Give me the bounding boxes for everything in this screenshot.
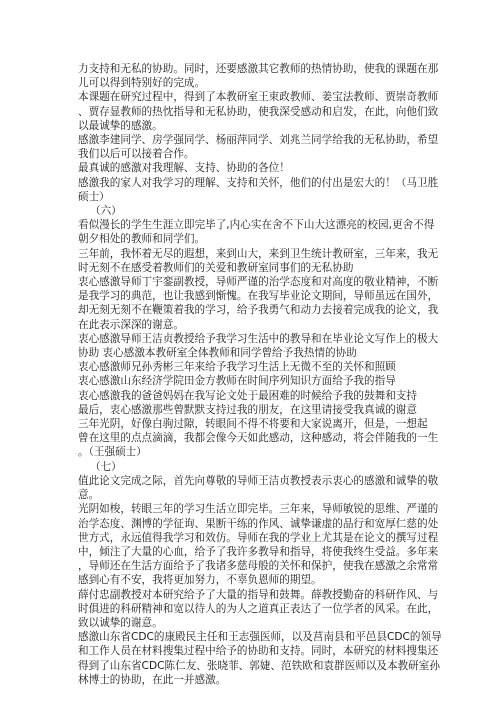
text-line: 硕士） (78, 190, 110, 203)
text-line: 衷心感激导师王洁贞教授给予我学习生活中的教导和在毕业论文写作上的极大 (78, 332, 439, 345)
text-line: 林博士的协助，在此一并感激。 (78, 673, 227, 686)
text-line: 、贾存显教师的热忱指导和无私协助，使我深受感动和启发，在此，向他们致 (78, 105, 439, 118)
text-line: 中，倾注了大量的心血，给予了我许多教导和指导，将使我终生受益。多年来 (78, 545, 439, 558)
text-line: 衷心感激导师丁宇銮副教授，导师严谨的治学态度和对高度的敬业精神，不断 (78, 276, 439, 289)
text-line: 致以诚挚的谢意。 (78, 616, 163, 629)
text-line: 感激李建同学、房学强同学、杨丽萍同学、刘兆兰同学给我的无私协助，希望 (78, 134, 439, 147)
text-line: 最真诚的感激对我理解、支持、协助的各位！ (78, 162, 290, 175)
text-line: 意。 (78, 489, 100, 502)
text-line: 以最诚挚的感激。 (78, 119, 163, 132)
text-line: 三年光阴，好像白驹过隙，转眼间不得不将要和大家说离开，但是，一想起 (78, 418, 428, 431)
text-line: 时俱进的科研精神和宽以待人的为人之道真正表达了一位学者的风采。在此， (78, 602, 439, 615)
text-line: 值此论文完成之际，首先向尊敬的导师王洁贞教授表示衷心的感激和诚挚的敬 (78, 474, 439, 487)
text-line: 和工作人员在材料搜集过程中给予的协助和支持。同时，本研究的材料搜集还 (78, 645, 439, 658)
text-line: 光阴如梭，转眼三年的学习生活立即完毕。三年来，导师敏锐的思维、严谨的 (78, 503, 439, 516)
text-line: 世方式，永远值得我学习和效仿。导师在我的学业上尤其是在论文的撰写过程 (78, 531, 439, 544)
text-line: 看似漫长的学生生涯立即完毕了,内心实在舍不下山大这漂亮的校园,更舍不得 (78, 219, 435, 232)
text-line: 协助 衷心感激本教研室全体教师和同学曾给予我热情的协助 (78, 347, 357, 360)
text-line: 衷心感激山东经济学院田金方教师在时间序列知识方面给予我的指导 (78, 375, 396, 388)
text-line: 时无刻不在感受着教师们的关爱和教研室同事们的无私协助 (78, 261, 354, 274)
text-line: 儿可以得到特别好的完成。 (78, 77, 206, 90)
text-line: 。（王强硕士） (78, 446, 147, 459)
text-line: 三年前，我怀着无尽的遐想，来到山大，来到卫生统计教研室，三年来，我无 (78, 247, 439, 260)
text-line: 衷心感激我的爸爸妈妈在我写论文处于最困难的时候给予我的鼓舞和支持 (78, 389, 417, 402)
text-line: 却无刻无刻不在鞭策着我的学习，给予我勇气和动力去接着完成我的论文，我 (78, 304, 439, 317)
section-heading: （六） (90, 205, 122, 218)
text-line: 感激山东省CDC的康殿民主任和王志强医师，以及莒南县和平邑县CDC的领导 (78, 631, 442, 644)
text-line: 治学态度、渊博的学征询、果断干练的作风、诚挚谦虚的品行和宽厚仁慈的处 (78, 517, 439, 530)
section-heading: （七） (90, 460, 122, 473)
text-line: 我们以后可以接着合作。 (78, 148, 195, 161)
text-line: ，导师还在生活方面给予了我诸多慈母般的关怀和保护，使我在感激之余常常 (78, 560, 439, 573)
text-line: 最后，衷心感激那些曾默默支持过我的朋友，在这里请接受我真诚的谢意 (78, 403, 417, 416)
text-line: 曾在这里的点点滴滴，我都会像今天如此感动，这种感动，将会伴随我的一生 (78, 432, 439, 445)
text-line: 薛付忠副教授对本研究给予了大量的指导和鼓舞。薛教授勤奋的科研作风、与 (78, 588, 439, 601)
text-line: 感到心有不安，我将更加努力，不辜负恩师的期望。 (78, 574, 322, 587)
text-line: 朝夕相处的教师和同学们。 (78, 233, 206, 246)
text-line: 在此表示深深的谢意。 (78, 318, 184, 331)
text-line: 衷心感激师兄孙秀彬三年来给予我学习生活上无微不至的关怀和照顾 (78, 361, 396, 374)
text-line: 得到了山东省CDC陈仁友、张晓菲、郭婕、范铁欧和袁群医师以及本教研室孙 (78, 659, 440, 672)
text-line: 感激我的家人对我学习的理解、支持和关怀，他们的付出是宏大的！（马卫胜 (78, 176, 439, 189)
text-line: 本课题在研究过程中，得到了本教研室王束政教师、姜宝法教师、贾崇奇教师 (78, 91, 439, 104)
text-line: 是我学习的典范，也让我感到惭愧。在我写毕业论文期间，导师虽远在国外， (78, 290, 439, 303)
text-line: 力支持和无私的协助。同时，还要感激其它教师的热情协助，使我的课题在那 (78, 63, 439, 75)
